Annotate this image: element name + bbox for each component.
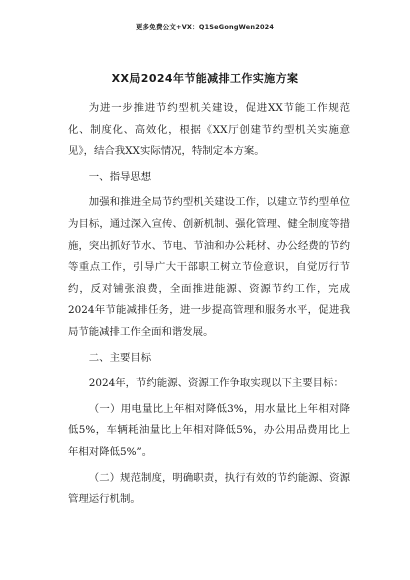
header-note: 更多免费公文+VX：Q1SeGongWen2024 [135, 23, 275, 31]
document-body [68, 98, 350, 515]
goal-item-two: （二）规范制度，明确职责，执行有效的节约能源、资源管理运行机制。 [68, 471, 350, 506]
main-goals-intro-paragraph: 2024年，节约能源、资源工作争取实现以下主要目标： [88, 377, 344, 390]
section-heading-guiding-ideology: 一、指导思想 [88, 170, 152, 183]
goal-item-one: （一）用电量比上年相对降低3%，用水量比上年相对降低5%，车辆耗油量比上年相对降低5%，办公用品费用比上年相对降低5%”。 [68, 402, 350, 458]
guiding-ideology-paragraph: 加强和推进全局节约型机关建设工作，以建立节约型单位为目标，通过深入宣传、创新机制、强化管理、健全制度等措施，突出抓好节水、节电、节油和办公耗材、办公经费的节约等重点工作，引导广大干部职工树立节俭意识，自觉厉行节约，反对铺张浪费，全面推进能源、资源节约工作，完成2024年节能减排任务，进一步提高管理和服务水平，促进我局节能减排工作全面和谐发展。 [68, 196, 350, 338]
document-title: XX局2024年节能减排工作实施方案 [111, 72, 299, 85]
section-heading-main-goals: 二、主要目标 [88, 351, 152, 364]
intro-paragraph: 为进一步推进节约型机关建设，促进XX节能工作规范化、制度化、高效化，根据《XX厅创建节约型机关实施意见》，结合我XX实际情况，特制定本方案。 [68, 102, 350, 158]
